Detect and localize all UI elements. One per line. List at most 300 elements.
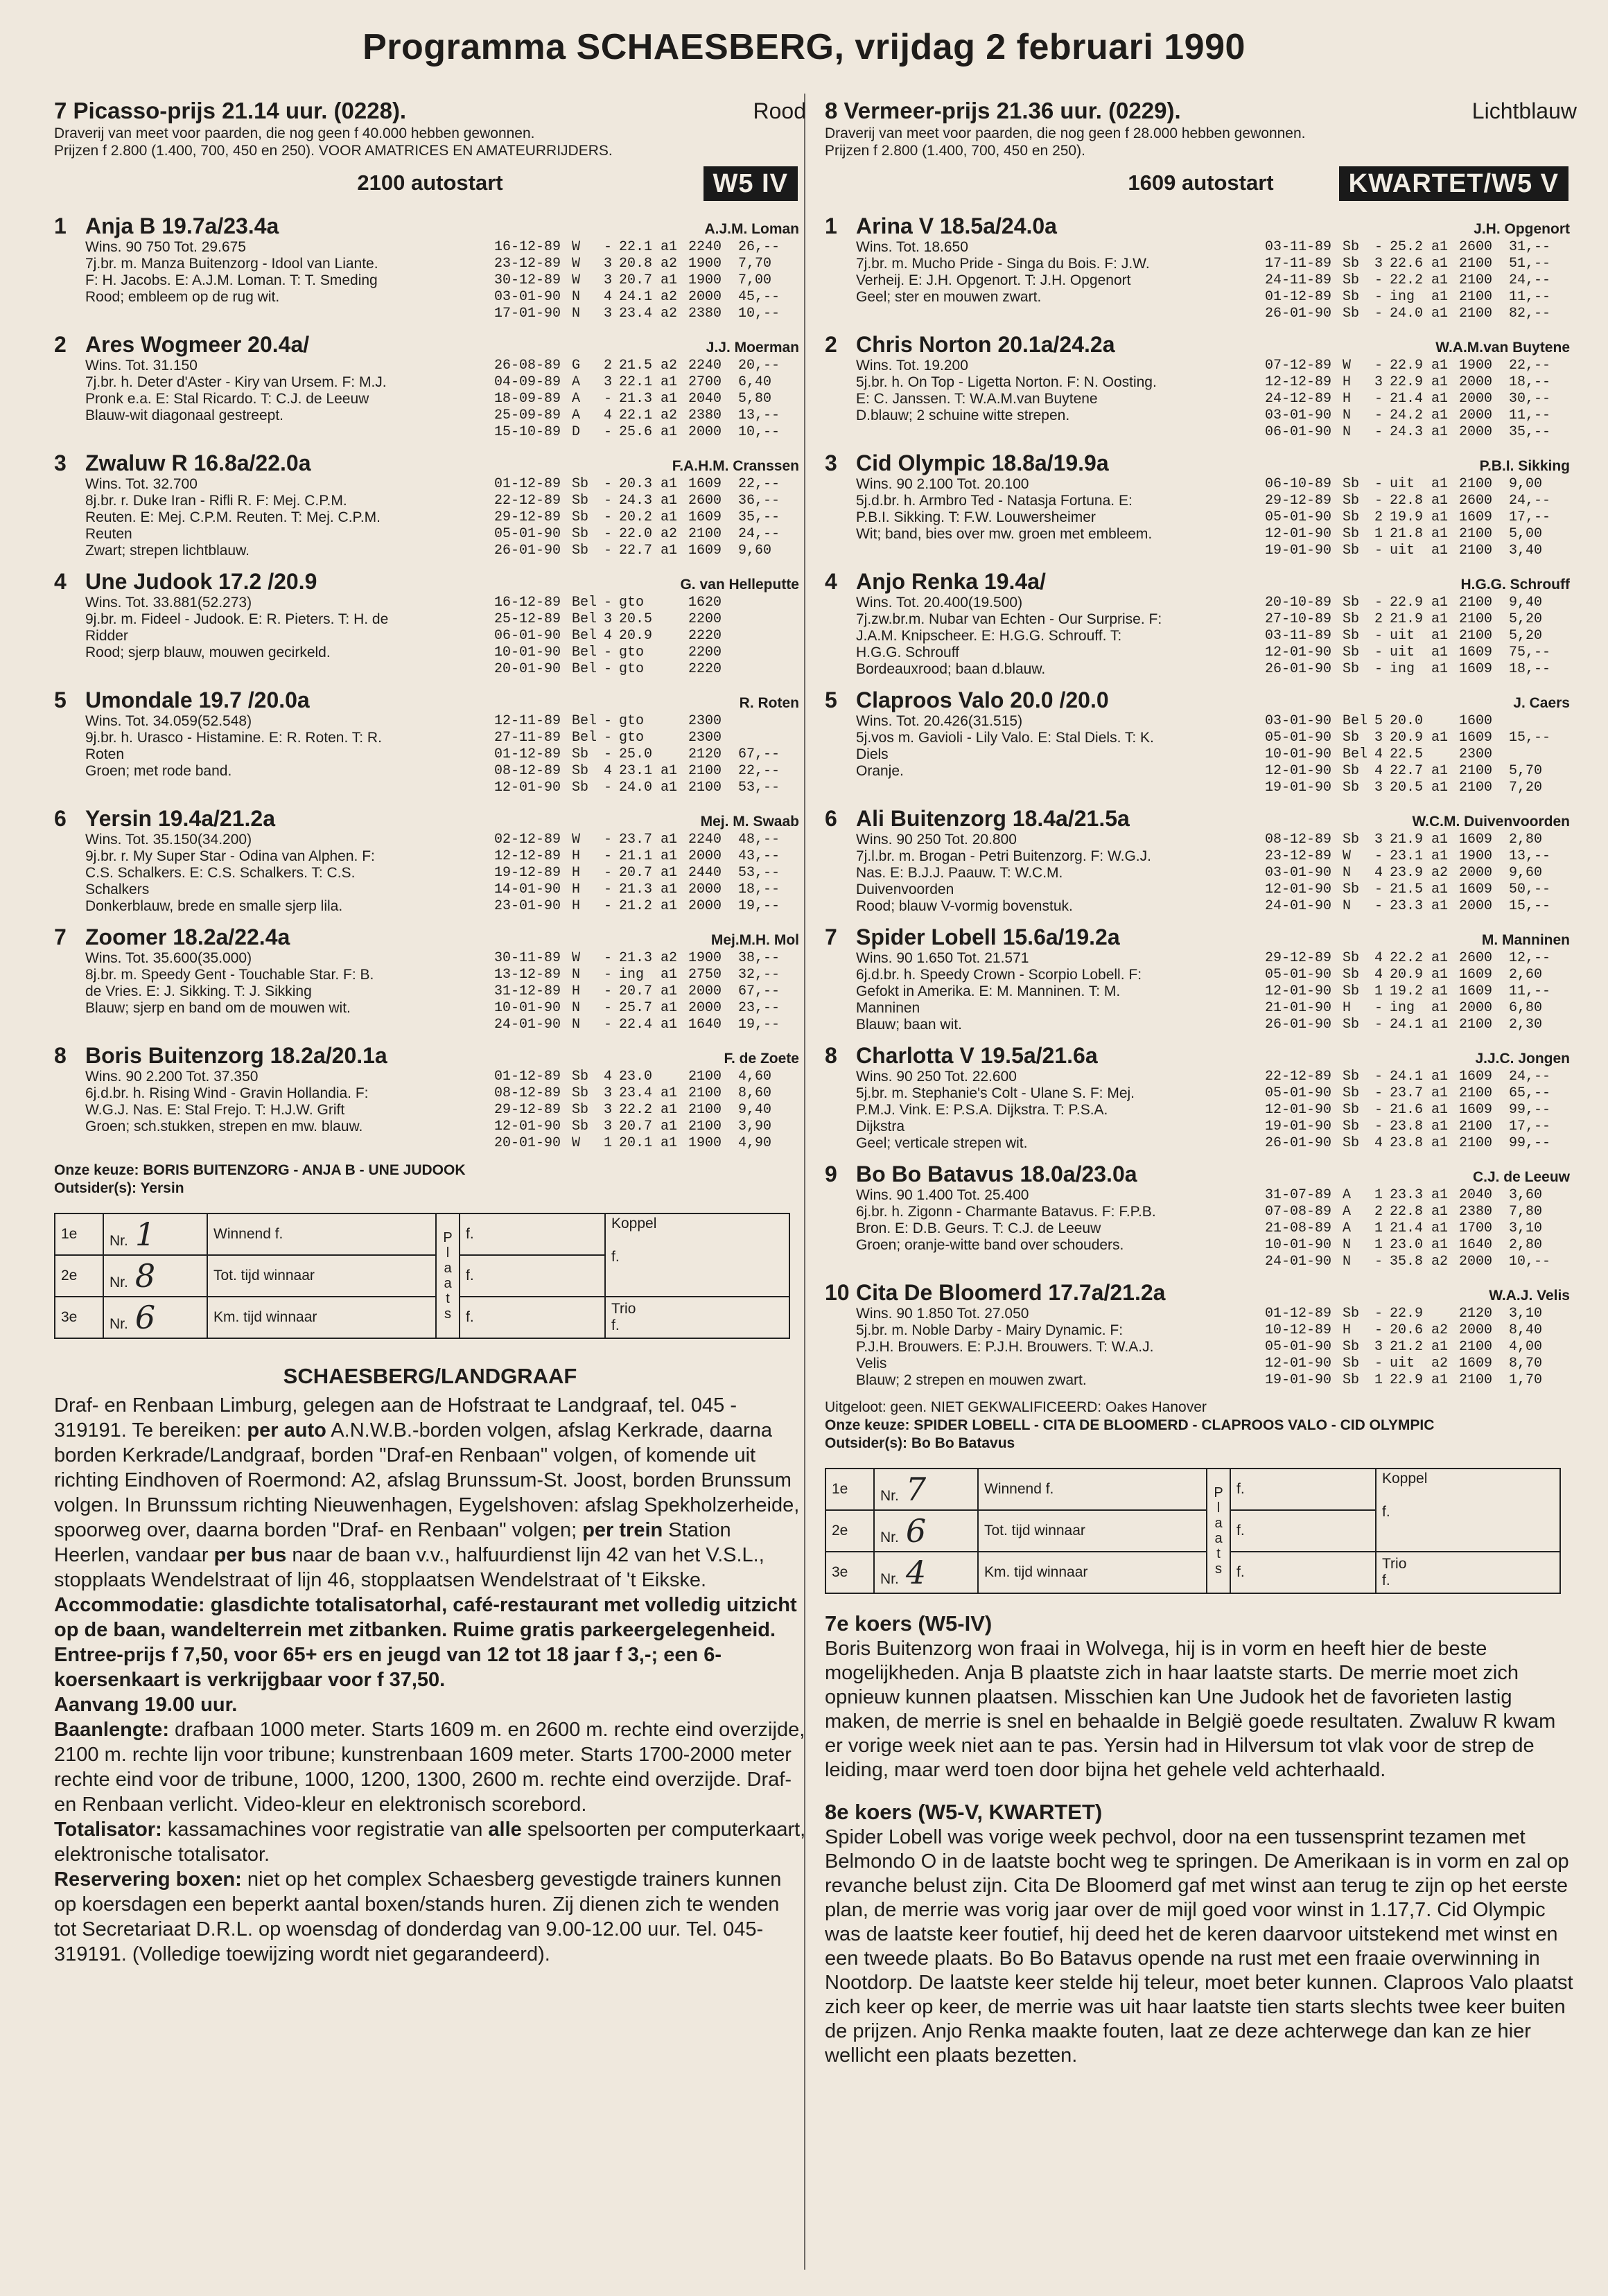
horse-info-line: Ridder — [85, 628, 128, 644]
km-time-label: Km. tijd winnaar — [978, 1552, 1207, 1593]
start-cell: 35,-- — [1509, 424, 1551, 440]
start-cell: 1609 — [688, 509, 722, 525]
start-cell: - — [604, 1017, 613, 1033]
start-cell: 2000 — [688, 983, 722, 999]
start-cell: Bel — [572, 730, 597, 746]
start-cell: 7,70 — [738, 256, 772, 272]
horse-number: 4 — [825, 569, 837, 594]
horse-info-line: Wins. 90 250 Tot. 22.600 — [856, 1069, 1017, 1085]
horse-entry — [54, 569, 806, 678]
handwritten-number: 4 — [905, 1554, 927, 1591]
start-cell: 82,-- — [1509, 306, 1551, 322]
start-cell: 11,-- — [1509, 408, 1551, 423]
start-cell: 24.1 — [619, 289, 653, 305]
horse-info-line: Blauw; 2 strepen en mouwen zwart. — [856, 1372, 1087, 1388]
koppel-cell[interactable]: Koppel f. — [1376, 1469, 1560, 1552]
horse-info-line: Rood; embleem op de rug wit. — [85, 289, 280, 305]
handwritten-number: 7 — [905, 1471, 927, 1508]
start-cell: Bel — [572, 628, 597, 644]
start-cell: 22,-- — [738, 476, 780, 492]
handwritten-number: 1 — [134, 1216, 156, 1253]
start-cell: uit — [1390, 476, 1415, 492]
horse-info-line: 9j.br. h. Urasco - Histamine. E: R. Roten. T: R. — [85, 730, 382, 746]
start-cell: 53,-- — [738, 865, 780, 881]
horse-header — [825, 806, 1577, 832]
start-cell: 1600 — [1459, 713, 1493, 729]
start-cell: 1 — [1374, 1220, 1383, 1236]
start-cell: 2220 — [688, 628, 722, 644]
start-cell: 20.7 — [619, 272, 653, 288]
start-cell: 23-12-89 — [494, 256, 561, 272]
start-cell: 1609 — [688, 543, 722, 559]
start-row — [1265, 628, 1577, 645]
payout-label: Winnend f. — [207, 1213, 436, 1255]
start-cell: gto — [619, 595, 645, 611]
start-cell: 1900 — [1459, 848, 1493, 864]
horse-info-line: Groen; oranje-witte band over schouders. — [856, 1237, 1124, 1253]
start-cell: - — [1374, 543, 1383, 559]
horse-info — [856, 832, 1265, 915]
distance-row — [54, 164, 806, 204]
start-cell: 38,-- — [738, 950, 780, 966]
start-cell: 1 — [1374, 526, 1383, 542]
start-row — [494, 1069, 806, 1085]
start-cell: Sb — [1343, 983, 1360, 999]
start-cell: Sb — [1343, 1372, 1360, 1388]
start-cell: 32,-- — [738, 967, 780, 983]
start-cell: 5 — [1374, 713, 1383, 729]
horse-entry — [825, 1280, 1577, 1389]
recent-starts — [1265, 1069, 1577, 1152]
start-cell: Sb — [1343, 239, 1360, 255]
start-cell: 2100 — [1459, 628, 1493, 644]
start-cell — [738, 628, 806, 645]
start-cell: 2100 — [1459, 763, 1493, 779]
nr-cell[interactable]: Nr. 6 — [874, 1510, 978, 1552]
start-cell: 1900 — [1459, 358, 1493, 374]
start-cell: 2000 — [1459, 408, 1493, 423]
start-row — [494, 306, 806, 322]
nr-cell[interactable]: Nr. 7 — [874, 1469, 978, 1510]
horse-info-line: Wins. 90 1.400 Tot. 25.400 — [856, 1187, 1029, 1203]
start-cell: - — [1374, 1356, 1383, 1372]
horse-info-line: Rood; blauw V-vormig bovenstuk. — [856, 898, 1073, 914]
start-cell: 10-01-90 — [1265, 746, 1332, 762]
start-cell: 2300 — [688, 730, 722, 746]
start-cell: 4 — [1374, 763, 1383, 779]
horse-number: 10 — [825, 1280, 850, 1305]
nr-cell[interactable]: Nr. 6 — [103, 1297, 207, 1338]
start-cell: a1 — [1431, 526, 1449, 542]
start-cell: - — [604, 595, 613, 611]
start-row — [1265, 1322, 1577, 1339]
start-row — [1265, 543, 1577, 559]
horse-info-line: Wins. 90 1.650 Tot. 21.571 — [856, 950, 1029, 966]
start-row — [1265, 645, 1577, 661]
horse-name: Zoomer 18.2a/22.4a — [85, 924, 290, 949]
start-cell: 12-11-89 — [494, 713, 561, 729]
start-cell: 01-12-89 — [494, 476, 561, 492]
plaats-f[interactable]: f. — [1230, 1552, 1376, 1593]
horse-header — [825, 1280, 1577, 1306]
start-cell: Sb — [572, 526, 589, 542]
start-cell: W — [572, 950, 581, 966]
start-cell: - — [1374, 272, 1383, 288]
start-cell — [738, 645, 806, 661]
horse-name: Chris Norton 20.1a/24.2a — [856, 332, 1115, 357]
start-cell: 3 — [604, 1085, 613, 1101]
start-cell: - — [604, 832, 613, 848]
start-cell: 25.2 — [1390, 239, 1424, 255]
start-cell: - — [604, 950, 613, 966]
horse-info — [85, 713, 494, 796]
start-cell: 67,-- — [738, 983, 780, 999]
start-cell: 3 — [1374, 780, 1383, 796]
start-cell: 2,30 — [1509, 1017, 1543, 1033]
start-cell: Sb — [1343, 730, 1360, 746]
start-cell: 11,-- — [1509, 983, 1551, 999]
start-cell: 03-01-90 — [494, 289, 561, 305]
start-cell: 19-01-90 — [1265, 780, 1332, 796]
start-cell: ing — [1390, 1000, 1415, 1016]
start-cell: a1 — [1431, 256, 1449, 272]
start-cell: 03-11-89 — [1265, 628, 1332, 644]
horse-number: 2 — [825, 332, 837, 357]
horse-number: 3 — [825, 450, 837, 475]
start-cell: 21.8 — [1390, 526, 1424, 542]
start-cell: - — [604, 661, 613, 677]
start-cell: 2000 — [1459, 424, 1493, 440]
start-cell — [661, 746, 688, 763]
start-cell: W — [572, 239, 581, 255]
horse-info-line: Wins. Tot. 19.200 — [856, 358, 968, 374]
start-cell: Sb — [1343, 272, 1360, 288]
start-cell — [1431, 1306, 1459, 1322]
horse-driver: W.A.M.van Buytene — [1435, 340, 1570, 356]
start-cell: 20.6 — [1390, 1322, 1424, 1338]
start-cell: a1 — [661, 1017, 678, 1033]
time-label: Tot. tijd winnaar — [207, 1255, 436, 1297]
start-cell: 3 — [604, 374, 613, 390]
start-cell: 12-01-90 — [1265, 526, 1332, 542]
horse-entry — [825, 1162, 1577, 1270]
start-cell: - — [604, 848, 613, 864]
start-cell: 2000 — [688, 424, 722, 440]
start-row — [494, 967, 806, 983]
start-cell: 02-12-89 — [494, 832, 561, 848]
start-row — [494, 848, 806, 865]
start-cell: a1 — [1431, 543, 1449, 559]
start-cell: a1 — [1431, 898, 1449, 914]
horse-driver: F.A.H.M. Cranssen — [672, 458, 799, 474]
horse-info-line: 7j.br. m. Mucho Pride - Singa du Bois. F: J.W. — [856, 256, 1150, 272]
horse-info-line: Wins. Tot. 32.700 — [85, 476, 198, 492]
start-cell — [661, 595, 688, 611]
start-row — [494, 256, 806, 272]
start-cell: 20.8 — [619, 256, 653, 272]
start-cell: Sb — [1343, 763, 1360, 779]
start-cell: 2240 — [688, 239, 722, 255]
nr-cell[interactable]: Nr. 1 — [103, 1213, 207, 1255]
horse-name: Zwaluw R 16.8a/22.0a — [85, 450, 311, 475]
horse-name: Une Judook 17.2 /20.9 — [85, 569, 317, 594]
start-cell: 1900 — [688, 272, 722, 288]
horse-info-line: Wins. Tot. 31.150 — [85, 358, 198, 374]
start-cell: 2100 — [688, 1069, 722, 1085]
horse-name: Cid Olympic 18.8a/19.9a — [856, 450, 1109, 475]
plaats-f[interactable]: f. — [460, 1213, 605, 1255]
start-row — [494, 983, 806, 1000]
start-cell: a1 — [661, 239, 678, 255]
start-cell: Sb — [1343, 628, 1360, 644]
nr-cell[interactable]: Nr. 4 — [874, 1552, 978, 1593]
track-info: Draf- en Renbaan Limburg, gelegen aan de Hofstraat te Landgraaf, tel. 045 - 319191. Te bereiken: per auto A.N.W.B.-borden volgen, afslag Kerkrade, daarna borden Kerkrade/Landgraaf, borden "Draf-en Renbaan" volgen, of komende uit richting Eindhoven of Roermond: A2, afslag Brunssum-St. Joost, borden Brunssum volgen. In Brunssum richting Nieuwenhagen, Eygelshoven: afslag Spekholzerheide, spoorweg over, daarna borden "Draf- en Renbaan" volgen; per trein Station Heerlen, vandaar per bus naar de baan v.v., halfuurdienst lijn 42 van het V.S.L., stopplaats Wendelstraat of lijn 46, stopplaatsen Wendelstraat of 't Eikske. Accommodatie: glasdichte totalisatorhal, café-restaurant met volledig uitzicht op de baan, wandelterrein met zitbanken. Ruime gratis parkeergelegenheid. Entree-prijs f 7,50, voor 65+ ers en jeugd van 12 tot 18 jaar f 3,-; een 6-koersenkaart is verkrijgbaar voor f 37,50. Aanvang 19.00 uur. Baanlengte: drafbaan 1000 meter. Starts 1609 m. en 2600 m. rechte eind overzijde, 2100 m. rechte lijn voor tribune; kunstrenbaan 1609 meter. Starts 1700-2000 meter rechte eind voor de tribune, 1000, 1200, 1300, 2600 m. rechte eind overzijde. Draf- en Renbaan verlicht. Video-kleur en elektronisch scorebord. Totalisator: kassamachines voor registratie van alle spelsoorten per computerkaart, elektronische totalisator. Reservering boxen: niet op het complex Schaesberg gevestigde trainers kunnen op koersdagen een beperkt aantal boxen/stands huren. Zij dienen zich te wenden tot Secretariaat D.R.L. op woensdag of donderdag van 9.00-12.00 uur. Tel. 045-319191. (Volledige toewijzing wordt niet gegarandeerd). — [54, 1394, 806, 1965]
start-cell: Sb — [1343, 1119, 1360, 1134]
start-cell: Sb — [572, 1119, 589, 1134]
start-cell: 20.7 — [619, 1119, 653, 1134]
start-cell: 2100 — [1459, 476, 1493, 492]
start-cell: a2 — [661, 256, 678, 272]
horse-info-line: Blauw; baan wit. — [856, 1017, 962, 1033]
start-cell: 50,-- — [1509, 882, 1551, 897]
start-cell: 27-11-89 — [494, 730, 561, 746]
start-row — [494, 476, 806, 493]
trio-cell[interactable]: Trio f. — [605, 1297, 789, 1338]
start-cell: a1 — [1431, 509, 1449, 525]
horse-info-line: Groen; met rode band. — [85, 763, 232, 779]
start-row — [494, 272, 806, 289]
start-row — [494, 289, 806, 306]
start-cell: 2000 — [688, 289, 722, 305]
horse-name: Arina V 18.5a/24.0a — [856, 213, 1057, 238]
start-cell: 10-01-90 — [494, 645, 561, 660]
start-cell: a1 — [1431, 239, 1449, 255]
start-cell: 2100 — [1459, 272, 1493, 288]
start-cell: 15,-- — [1509, 730, 1551, 746]
nr-cell[interactable]: Nr. 8 — [103, 1255, 207, 1297]
horse-name: Boris Buitenzorg 18.2a/20.1a — [85, 1043, 387, 1068]
start-cell: 24,-- — [1509, 493, 1551, 509]
start-row — [1265, 713, 1577, 730]
start-cell: 23.8 — [1390, 1119, 1424, 1134]
horse-info — [856, 595, 1265, 678]
start-row — [1265, 1372, 1577, 1389]
distance-row — [825, 164, 1577, 204]
start-cell: 1609 — [1459, 882, 1493, 897]
start-cell: 21.9 — [1390, 611, 1424, 627]
horse-info-line: 5j.br. m. Stephanie's Colt - Ulane S. F: Mej. — [856, 1085, 1135, 1101]
start-cell: - — [1374, 628, 1383, 644]
horse-number: 7 — [825, 924, 837, 949]
horse-info-line: Wins. Tot. 35.150(34.200) — [85, 832, 252, 848]
recent-starts — [494, 832, 806, 915]
start-cell: 2120 — [688, 746, 722, 762]
start-cell: 11,-- — [1509, 289, 1551, 305]
horse-info-line: C.S. Schalkers. E: C.S. Schalkers. T: C.S. — [85, 865, 356, 881]
plaats-f[interactable]: f. — [1230, 1469, 1376, 1510]
start-cell: 22.1 — [619, 408, 653, 423]
recent-starts — [1265, 358, 1577, 441]
place-label: 2e — [825, 1510, 874, 1552]
start-cell: - — [604, 898, 613, 914]
start-cell: 4,90 — [738, 1135, 772, 1151]
start-row — [1265, 1135, 1577, 1152]
start-row — [494, 645, 806, 661]
horse-info — [856, 358, 1265, 441]
race-conditions: Draverij van meet voor paarden, die nog geen f 40.000 hebben gewonnen. — [54, 125, 535, 141]
start-cell: 23.9 — [1390, 865, 1424, 881]
drawn-out: Uitgeloot: geen. NIET GEKWALIFICEERD: Oakes Hanover — [825, 1399, 1207, 1415]
start-cell: 2240 — [688, 358, 722, 374]
start-cell: N — [572, 306, 581, 322]
start-cell: - — [1374, 476, 1383, 492]
start-cell: 29-12-89 — [1265, 950, 1332, 966]
start-cell: 25.0 — [619, 746, 653, 762]
start-cell: W — [572, 1135, 581, 1151]
start-row — [494, 374, 806, 391]
horse-info-line: Wins. 90 250 Tot. 20.800 — [856, 832, 1017, 848]
start-cell: 2,80 — [1509, 1237, 1543, 1253]
horse-info — [85, 476, 494, 559]
start-cell: Sb — [572, 493, 589, 509]
start-cell: - — [1374, 239, 1383, 255]
start-cell: a2 — [661, 289, 678, 305]
start-cell: - — [604, 645, 613, 660]
start-cell: 1 — [1374, 983, 1383, 999]
race-distance: 1609 autostart — [1128, 170, 1274, 195]
start-row — [494, 391, 806, 408]
horse-entry — [54, 1043, 806, 1152]
plaats-f[interactable]: f. — [460, 1297, 605, 1338]
start-cell: 99,-- — [1509, 1102, 1551, 1118]
start-cell: 2100 — [1459, 526, 1493, 542]
plaats-f[interactable]: f. — [1230, 1510, 1376, 1552]
start-cell: a1 — [661, 476, 678, 492]
start-cell: 2100 — [688, 526, 722, 542]
page-title: Programma SCHAESBERG, vrijdag 2 februari 1990 — [362, 27, 1246, 67]
start-cell: 21.5 — [1390, 882, 1424, 897]
start-row — [494, 898, 806, 915]
start-cell: - — [1374, 289, 1383, 305]
start-cell: 3 — [604, 611, 613, 627]
start-cell: Sb — [572, 543, 589, 559]
start-cell: 31-12-89 — [494, 983, 561, 999]
start-cell: 4 — [604, 408, 613, 423]
start-cell: 5,70 — [1509, 763, 1543, 779]
horse-info-line: Dijkstra — [856, 1119, 905, 1134]
start-cell: 2200 — [688, 645, 722, 660]
start-cell: 36,-- — [738, 493, 780, 509]
horse-name: Claproos Valo 20.0 /20.0 — [856, 687, 1109, 712]
start-cell: 1900 — [688, 1135, 722, 1151]
start-cell: W — [572, 832, 581, 848]
horse-info-line: 9j.br. r. My Super Star - Odina van Alphen. F: — [85, 848, 375, 864]
start-cell: a1 — [1431, 1187, 1449, 1203]
start-cell: 1609 — [1459, 983, 1493, 999]
start-cell: 24.0 — [1390, 306, 1424, 322]
start-cell: Bel — [572, 645, 597, 660]
start-cell: 10,-- — [1509, 1254, 1551, 1270]
start-cell: 19-01-90 — [1265, 1372, 1332, 1388]
horse-info-line: W.G.J. Nas. E: Stal Frejo. T: H.J.W. Grift — [85, 1102, 345, 1118]
horse-info-line: Manninen — [856, 1000, 920, 1016]
start-cell: 22.1 — [619, 374, 653, 390]
start-cell: Sb — [1343, 1102, 1360, 1118]
recent-starts — [494, 358, 806, 441]
race-distance: 2100 autostart — [357, 170, 503, 195]
recent-starts — [1265, 239, 1577, 322]
koppel-cell[interactable]: Koppel f. — [605, 1213, 789, 1297]
recent-starts — [494, 1069, 806, 1152]
start-cell: 3 — [604, 306, 613, 322]
start-cell: 08-12-89 — [494, 763, 561, 779]
start-cell: Sb — [1343, 543, 1360, 559]
start-cell: gto — [619, 713, 645, 729]
start-cell: 17-11-89 — [1265, 256, 1332, 272]
horse-info — [85, 1069, 494, 1152]
start-cell: 24-11-89 — [1265, 272, 1332, 288]
start-cell: G — [572, 358, 581, 374]
start-cell: a1 — [1431, 848, 1449, 864]
start-cell: 4 — [604, 763, 613, 779]
start-cell: 22,-- — [738, 763, 780, 779]
start-cell: 22-12-89 — [494, 493, 561, 509]
payout-label: Winnend f. — [978, 1469, 1207, 1510]
horse-info-line: 5j.br. m. Noble Darby - Mairy Dynamic. F: — [856, 1322, 1124, 1338]
horse-info-line: P.B.I. Sikking. T: F.W. Louwersheimer — [856, 509, 1096, 525]
start-cell: 3,10 — [1509, 1220, 1543, 1236]
track-section-title: SCHAESBERG/LANDGRAAF — [283, 1364, 577, 1388]
start-cell: 18,-- — [1509, 374, 1551, 390]
start-cell: 8,40 — [1509, 1322, 1543, 1338]
horse-list — [825, 213, 1577, 1389]
start-cell: 2100 — [1459, 306, 1493, 322]
start-cell: 1 — [1374, 1372, 1383, 1388]
start-cell: a1 — [1431, 1372, 1449, 1388]
start-cell: 20.2 — [619, 509, 653, 525]
start-cell: 01-12-89 — [1265, 289, 1332, 305]
start-cell: 04-09-89 — [494, 374, 561, 390]
horse-info — [856, 950, 1265, 1033]
start-cell: 99,-- — [1509, 1135, 1551, 1151]
horse-info-line: Oranje. — [856, 763, 904, 779]
start-cell: 2040 — [1459, 1187, 1493, 1203]
horse-info-line: 8j.br. r. Duke Iran - Rifli R. F: Mej. C.P.M. — [85, 493, 347, 509]
start-row — [1265, 374, 1577, 391]
start-cell: a1 — [661, 898, 678, 914]
start-cell: 22-12-89 — [1265, 1069, 1332, 1085]
start-cell: 2380 — [1459, 1204, 1493, 1220]
horse-info-line: Groen; sch.stukken, strepen en mw. blauw. — [85, 1119, 363, 1134]
start-cell: 22.0 — [619, 526, 653, 542]
start-cell: - — [1374, 848, 1383, 864]
start-cell: 13,-- — [1509, 848, 1551, 864]
start-cell: 23.4 — [619, 1085, 653, 1101]
horse-info-line: D.blauw; 2 schuine witte strepen. — [856, 408, 1070, 423]
start-cell: 67,-- — [738, 746, 780, 762]
start-row — [494, 611, 806, 628]
start-row — [1265, 306, 1577, 322]
place-label: 3e — [825, 1552, 874, 1593]
horse-info-line: F: H. Jacobs. E: A.J.M. Loman. T: T. Smeding — [85, 272, 378, 288]
start-cell: 2750 — [688, 967, 722, 983]
start-cell: 25.6 — [619, 424, 653, 440]
start-cell: N — [572, 289, 581, 305]
trio-cell[interactable]: Trio f. — [1376, 1552, 1560, 1593]
horse-number: 6 — [825, 806, 837, 831]
start-cell: 22.6 — [1390, 256, 1424, 272]
plaats-f[interactable]: f. — [460, 1255, 605, 1297]
